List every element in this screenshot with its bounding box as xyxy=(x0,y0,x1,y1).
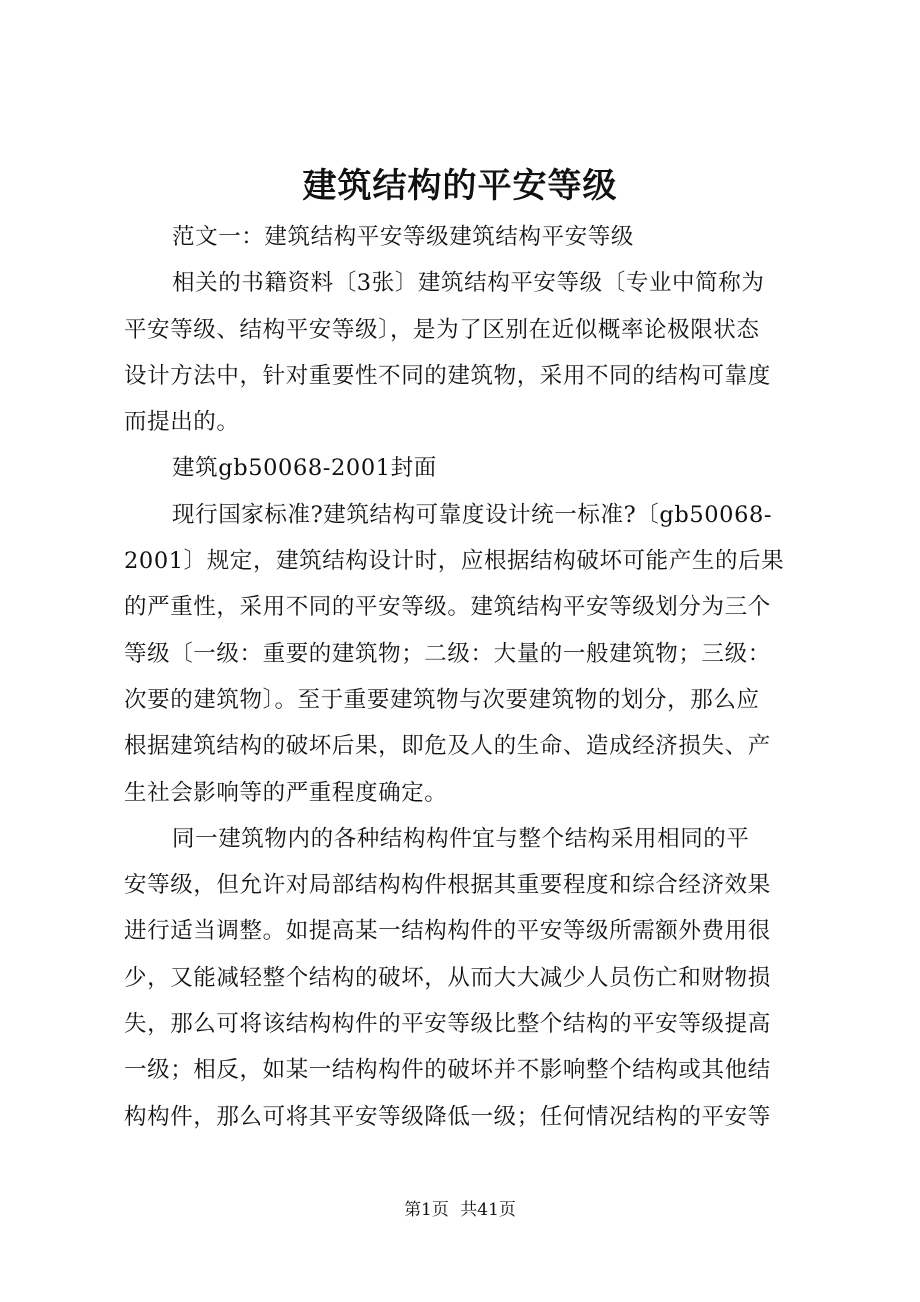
body-line: 建筑gb50068-2001封面 xyxy=(172,455,437,482)
body-line: 相关的书籍资料〔3张〕建筑结构平安等级〔专业中简称为 xyxy=(172,270,765,297)
body-line: 同一建筑物内的各种结构构件宜与整个结构采用相同的平 xyxy=(172,825,750,852)
document-title: 建筑结构的平安等级 xyxy=(302,166,618,206)
body-line: 进行适当调整。如提高某一结构构件的平安等级所需额外费用很 xyxy=(124,918,771,945)
body-line: 少，又能减轻整个结构的破坏，从而大大减少人员伤亡和财物损 xyxy=(124,964,771,991)
body-line: 一级；相反，如某一结构构件的破坏并不影响整个结构或其他结 xyxy=(124,1057,771,1084)
body-line: 设计方法中，针对重要性不同的建筑物，采用不同的结构可靠度 xyxy=(124,362,771,389)
body-line: 根据建筑结构的破坏后果，即危及人的生命、造成经济损失、产 xyxy=(124,733,771,760)
body-line: 失，那么可将该结构构件的平安等级比整个结构的平安等级提高 xyxy=(124,1011,771,1038)
body-line: 等级〔一级：重要的建筑物；二级：大量的一般建筑物；三级： xyxy=(124,640,771,667)
body-line: 现行国家标准?建筑结构可靠度设计统一标准?〔gb50068- xyxy=(172,501,773,528)
body-line: 2001〕规定，建筑结构设计时，应根据结构破坏可能产生的后果 xyxy=(124,548,785,575)
body-line: 平安等级、结构平安等级〕，是为了区别在近似概率论极限状态 xyxy=(124,316,760,343)
page-footer: 第1页 共41页 xyxy=(404,1200,516,1220)
body-line: 安等级，但允许对局部结构构件根据其重要程度和综合经济效果 xyxy=(124,872,771,899)
body-line: 生社会影响等的严重程度确定。 xyxy=(124,779,448,806)
document-body xyxy=(124,214,824,1140)
body-line: 构构件，那么可将其平安等级降低一级；任何情况结构的平安等 xyxy=(124,1103,771,1130)
body-line: 的严重性，采用不同的平安等级。建筑结构平安等级划分为三个 xyxy=(124,594,771,621)
body-line: 范文一：建筑结构平安等级建筑结构平安等级 xyxy=(172,224,635,250)
body-line: 而提出的。 xyxy=(124,409,240,436)
body-line: 次要的建筑物〕。至于重要建筑物与次要建筑物的划分，那么应 xyxy=(124,686,760,713)
